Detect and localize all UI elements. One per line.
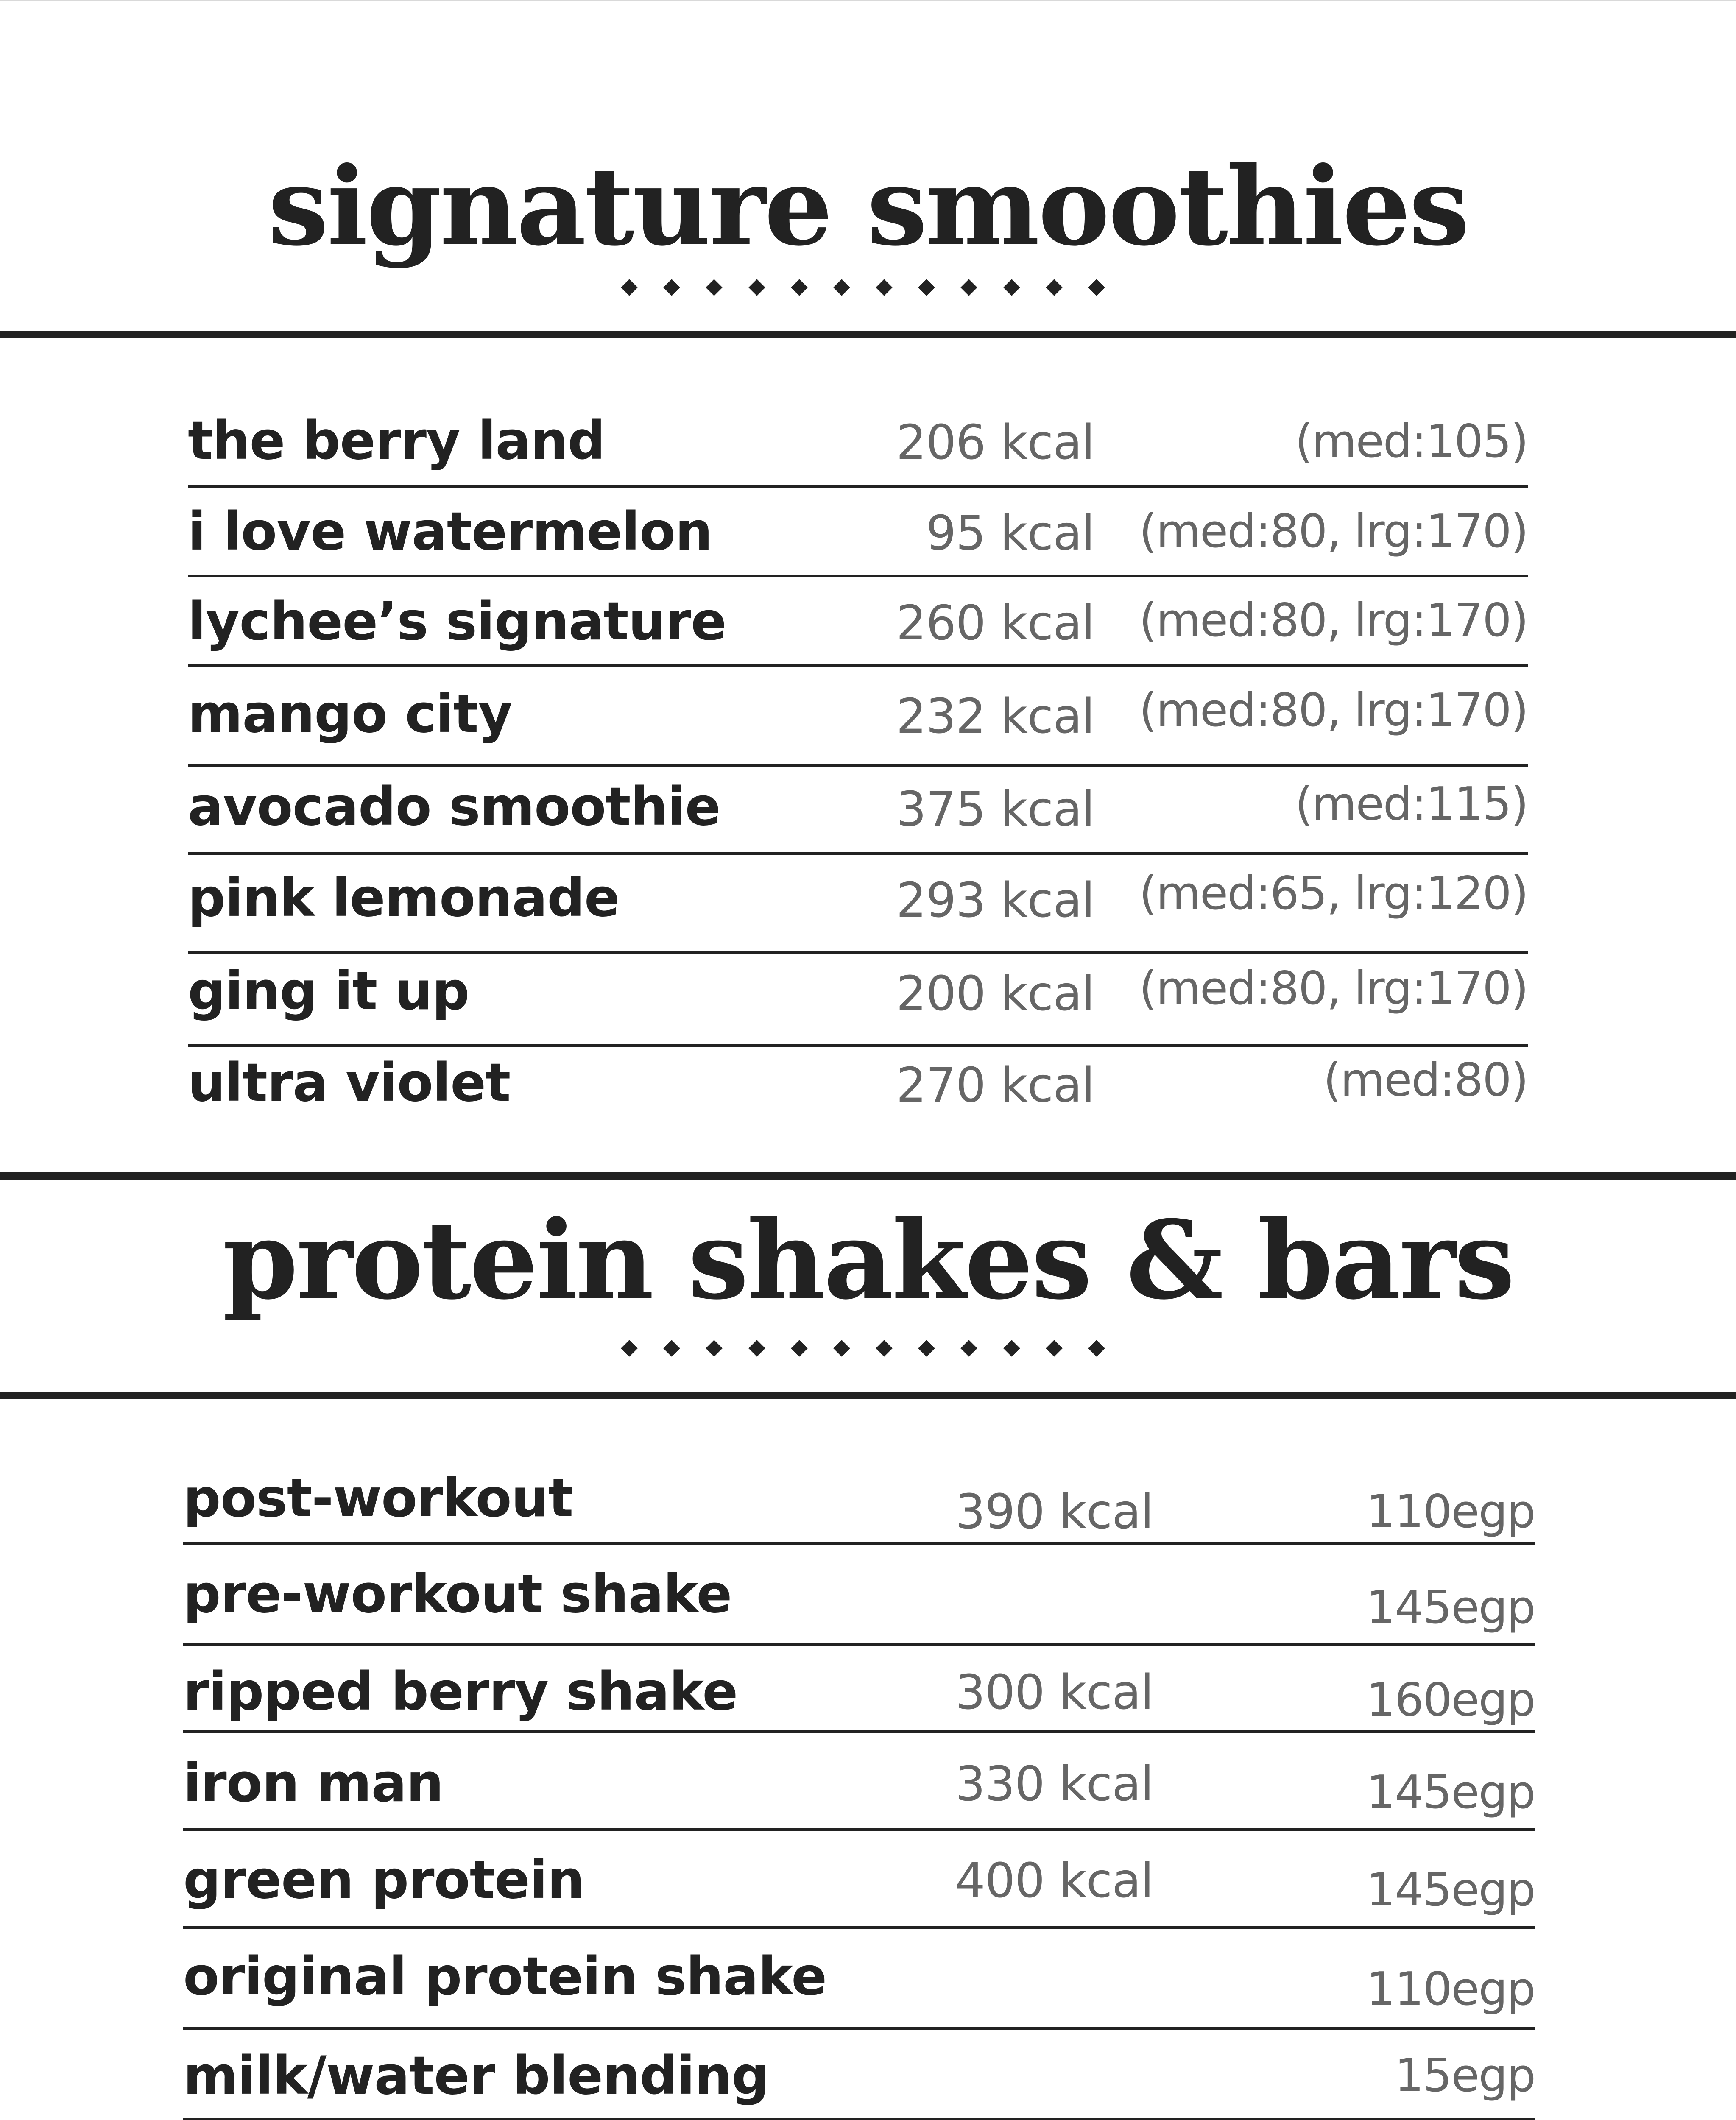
item-kcal: 200 kcal xyxy=(896,966,1094,1021)
item-name: green protein xyxy=(183,1849,584,1911)
list-item xyxy=(183,1459,1535,1552)
list-item xyxy=(188,675,1528,768)
item-sizes: (med:80) xyxy=(1323,1054,1528,1107)
item-price: 110egp xyxy=(1366,1485,1535,1538)
list-item xyxy=(183,1831,1535,1933)
item-name: post-workout xyxy=(183,1468,573,1529)
diamond-ornament xyxy=(663,279,680,296)
row-divider xyxy=(188,852,1528,855)
diamond-ornament xyxy=(621,279,638,296)
diamond-ornament xyxy=(918,1340,935,1357)
section-rule-smoothies-bottom xyxy=(0,1172,1736,1180)
section-rule-smoothies-top xyxy=(0,331,1736,338)
diamond-ornament xyxy=(961,1340,978,1357)
section-rule-protein-top xyxy=(0,1392,1736,1399)
list-item xyxy=(183,2027,1535,2120)
item-kcal: 260 kcal xyxy=(896,596,1094,651)
diamond-ornament xyxy=(663,1340,680,1357)
row-divider xyxy=(188,951,1528,954)
item-price: 160egp xyxy=(1366,1674,1535,1727)
item-kcal: 375 kcal xyxy=(896,782,1094,837)
row-divider xyxy=(183,1643,1535,1646)
item-kcal: 390 kcal xyxy=(955,1484,1153,1540)
row-divider xyxy=(183,1730,1535,1733)
diamond-ornament xyxy=(791,279,808,296)
item-sizes: (med:80, lrg:170) xyxy=(1139,505,1528,558)
item-kcal: 95 kcal xyxy=(926,506,1094,561)
item-kcal: 232 kcal xyxy=(896,689,1094,744)
diamond-ornament xyxy=(876,1340,893,1357)
diamond-ornament xyxy=(1046,279,1063,296)
diamond-ornament xyxy=(706,279,723,296)
list-item xyxy=(183,1929,1535,2031)
list-item xyxy=(188,859,1528,952)
item-name: the berry land xyxy=(188,410,605,471)
item-kcal: 293 kcal xyxy=(896,873,1094,928)
diamond-divider-smoothies xyxy=(623,275,1102,300)
diamond-ornament xyxy=(748,1340,765,1357)
diamond-ornament xyxy=(833,279,850,296)
item-name: pre-workout shake xyxy=(183,1564,732,1625)
item-name: mango city xyxy=(188,683,512,745)
item-kcal: 300 kcal xyxy=(955,1665,1153,1720)
item-price: 110egp xyxy=(1366,1963,1535,2016)
list-item xyxy=(188,770,1528,859)
row-divider xyxy=(188,764,1528,767)
item-name: avocado smoothie xyxy=(188,776,720,837)
diamond-ornament xyxy=(1088,279,1105,296)
item-kcal: 330 kcal xyxy=(955,1757,1153,1812)
item-name: milk/water blending xyxy=(183,2045,769,2106)
item-sizes: (med:80, lrg:170) xyxy=(1139,684,1528,737)
item-sizes: (med:65, lrg:120) xyxy=(1139,867,1528,920)
section-title-smoothies: signature smoothies xyxy=(268,143,1468,270)
row-divider xyxy=(183,1926,1535,1929)
row-divider xyxy=(188,575,1528,577)
item-price: 145egp xyxy=(1366,1766,1535,1819)
diamond-ornament xyxy=(1088,1340,1105,1357)
smoothie-list xyxy=(188,403,1528,1124)
diamond-ornament xyxy=(791,1340,808,1357)
item-kcal: 270 kcal xyxy=(896,1058,1094,1113)
diamond-ornament xyxy=(918,279,935,296)
row-divider xyxy=(188,664,1528,667)
item-name: ultra violet xyxy=(188,1052,511,1113)
diamond-ornament xyxy=(1046,1340,1063,1357)
item-sizes: (med:115) xyxy=(1295,778,1528,831)
item-name: iron man xyxy=(183,1753,444,1814)
item-price: 145egp xyxy=(1366,1863,1535,1916)
item-kcal: 400 kcal xyxy=(955,1853,1153,1908)
list-item xyxy=(183,1554,1535,1647)
list-item xyxy=(183,1734,1535,1836)
item-name: pink lemonade xyxy=(188,868,620,929)
diamond-divider-protein xyxy=(623,1336,1102,1361)
list-item xyxy=(188,954,1528,1047)
item-name: lychee’s signature xyxy=(188,591,726,652)
item-name: i love watermelon xyxy=(188,501,712,562)
protein-list xyxy=(183,1459,1535,2120)
item-sizes: (med:105) xyxy=(1295,415,1528,468)
diamond-ornament xyxy=(876,279,893,296)
item-price: 15egp xyxy=(1395,2049,1535,2102)
diamond-ornament xyxy=(1003,1340,1020,1357)
list-item xyxy=(188,584,1528,669)
list-item xyxy=(183,1651,1535,1736)
row-divider xyxy=(183,1542,1535,1545)
list-item xyxy=(188,494,1528,579)
diamond-ornament xyxy=(961,279,978,296)
row-divider xyxy=(188,485,1528,488)
diamond-ornament xyxy=(706,1340,723,1357)
list-item xyxy=(188,1046,1528,1123)
top-hairline xyxy=(0,0,1736,1)
list-item xyxy=(188,403,1528,488)
item-name: original protein shake xyxy=(183,1946,827,2007)
item-sizes: (med:80, lrg:170) xyxy=(1139,594,1528,647)
section-title-protein: protein shakes & bars xyxy=(223,1197,1513,1323)
diamond-ornament xyxy=(833,1340,850,1357)
item-name: ging it up xyxy=(188,961,469,1022)
diamond-ornament xyxy=(748,279,765,296)
diamond-ornament xyxy=(1003,279,1020,296)
diamond-ornament xyxy=(621,1340,638,1357)
item-name: ripped berry shake xyxy=(183,1661,738,1722)
item-price: 145egp xyxy=(1366,1581,1535,1634)
item-sizes: (med:80, lrg:170) xyxy=(1139,962,1528,1015)
item-kcal: 206 kcal xyxy=(896,415,1094,470)
